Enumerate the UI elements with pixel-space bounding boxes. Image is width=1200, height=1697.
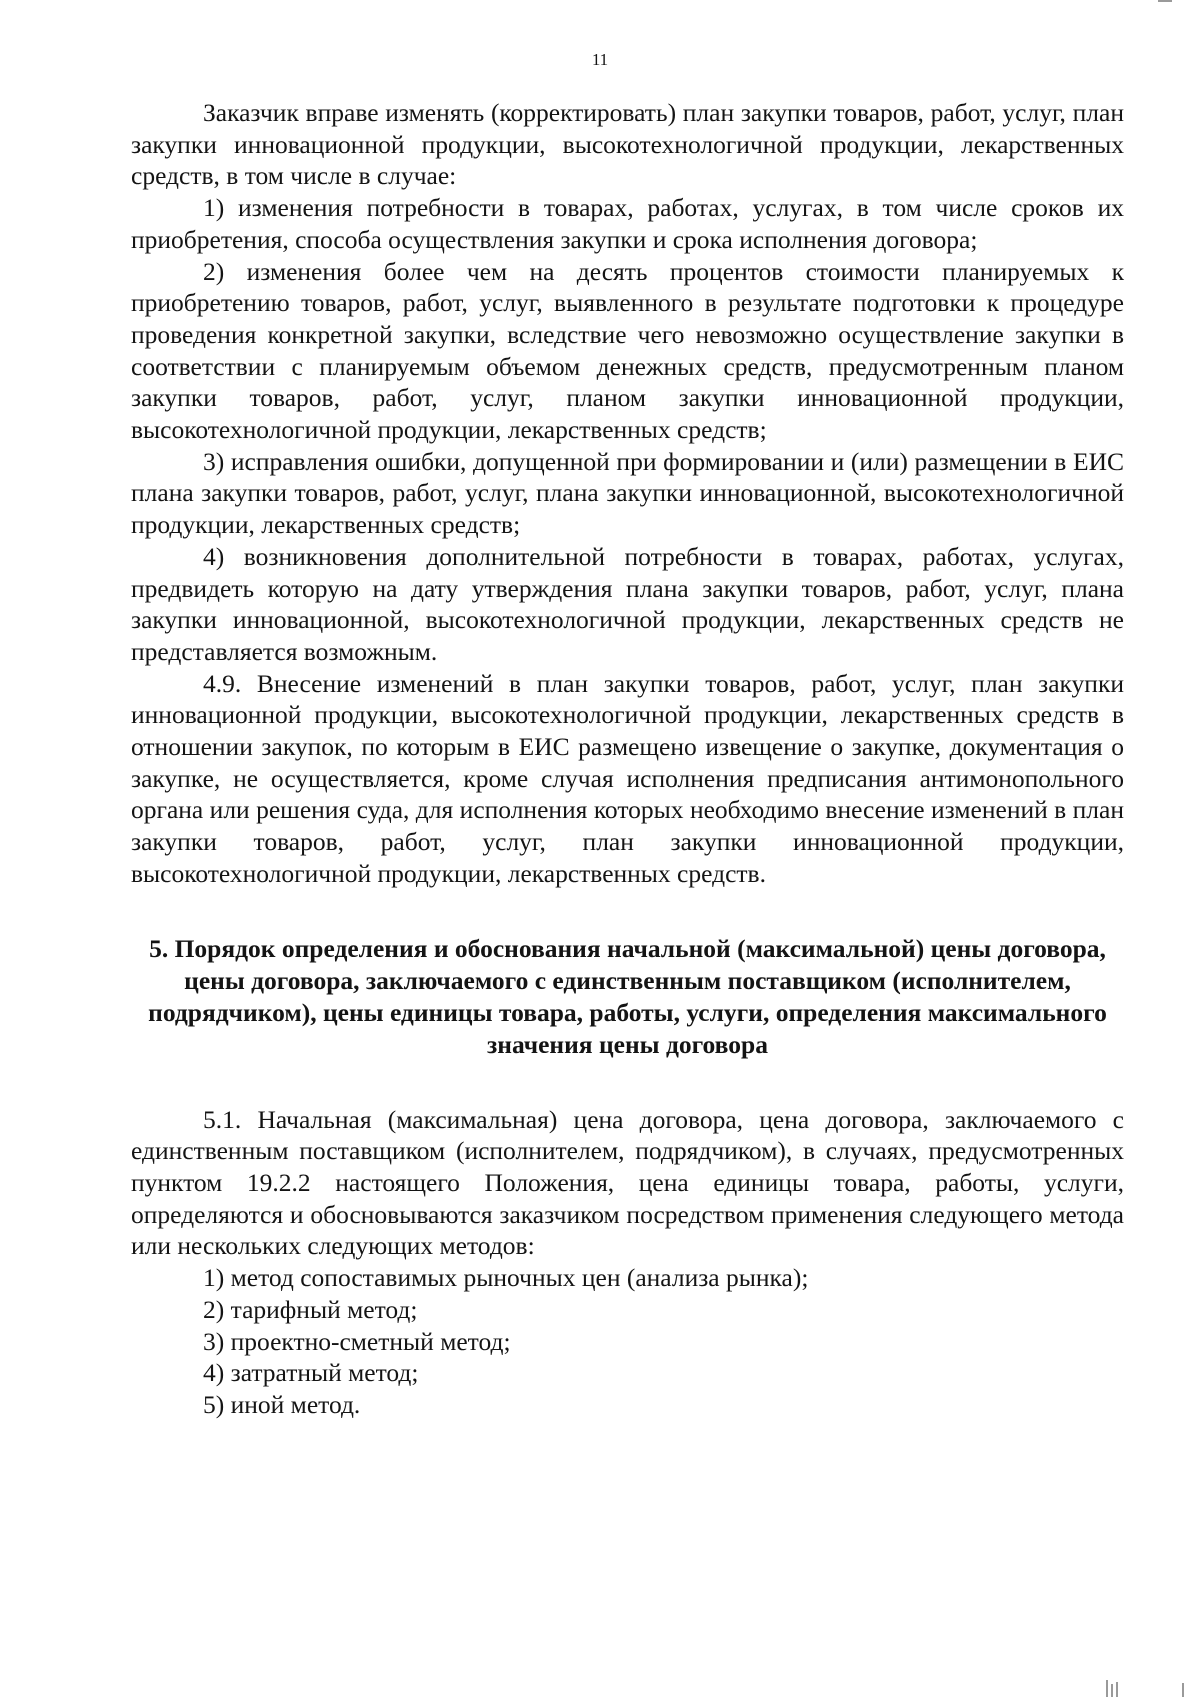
- scan-artifact: [1111, 1684, 1113, 1697]
- page-number: 11: [591, 50, 609, 69]
- document-body: [131, 97, 1124, 1421]
- scan-artifact: [1158, 0, 1172, 2]
- method-item: 4) затратный метод;: [203, 1358, 419, 1388]
- paragraph-4-9: 4.9. Внесение изменений в план закупки товаров, работ, услуг, план закупки инновационной продукции, высокотехнологичной продукции, лекарственных средств в отношении закупок, по которым в ЕИС размещено извещение о закупке, документация о закупке, не осуществляется, кроме случая исполнения предписания антимонопольного органа или решения суда, для исполнения которых необходимо внесение изменений в план закупки товаров, работ, услуг, план закупки инновационной продукции, высокотехнологичной продукции, лекарственных средств.: [131, 668, 1124, 888]
- paragraph-case-4: 4) возникновения дополнительной потребности в товарах, работах, услугах, предвидеть которую на дату утверждения плана закупки товаров, работ, услуг, плана закупки инновационной, высокотехнологичной продукции, лекарственных средств не представляется возможным.: [131, 541, 1124, 666]
- method-item: 3) проектно-сметный метод;: [203, 1326, 511, 1356]
- paragraph-case-3: 3) исправления ошибки, допущенной при формировании и (или) размещении в ЕИС плана закупки товаров, работ, услуг, плана закупки инновационной, высокотехнологичной продукции, лекарственных средств;: [131, 446, 1124, 540]
- paragraph-case-1: 1) изменения потребности в товарах, работах, услугах, в том числе сроков их приобретения, способа осуществления закупки и срока исполнения договора;: [131, 193, 1124, 254]
- paragraph-plan-change-intro: Заказчик вправе изменять (корректировать) план закупки товаров, работ, услуг, план закупки инновационной продукции, высокотехнологичной продукции, лекарственных средств, в том числе в случае:: [131, 98, 1124, 191]
- method-item: 1) метод сопоставимых рыночных цен (анализа рынка);: [203, 1263, 809, 1293]
- scan-artifact: [1116, 1682, 1118, 1697]
- paragraph-case-2: 2) изменения более чем на десять процентов стоимости планируемых к приобретению товаров, работ, услуг, выявленного в результате подготовки к процедуре проведения конкретной закупки, вследствие чего невозможно осуществление закупки в соответствии с планируемым объемом денежных средств, предусмотренным планом закупки товаров, работ, услуг, планом закупки инновационной продукции, высокотехнологичной продукции, лекарственных средств;: [131, 256, 1124, 445]
- methods-list: [131, 1262, 1124, 1421]
- method-item: 5) иной метод.: [203, 1389, 361, 1419]
- paragraph-5-1: 5.1. Начальная (максимальная) цена договора, цена договора, заключаемого с единственным поставщиком (исполнителем, подрядчиком), в случаях, предусмотренных пунктом 19.2.2 настоящего Положения, цена единицы товара, работы, услуги, определяются и обосновываются заказчиком посредством применения следующего метода или нескольких следующих методов:: [131, 1104, 1124, 1261]
- scan-artifact: [1106, 1680, 1108, 1697]
- section-5-heading: 5. Порядок определения и обоснования начальной (максимальной) цены договора, цены договора, заключаемого с единственным поставщиком (исполнителем, подрядчиком), цены единицы товара, работы, услуги, определения максимального значения цены договора: [148, 933, 1107, 1059]
- method-item: 2) тарифный метод;: [203, 1294, 418, 1324]
- scan-artifact: [1182, 1683, 1184, 1697]
